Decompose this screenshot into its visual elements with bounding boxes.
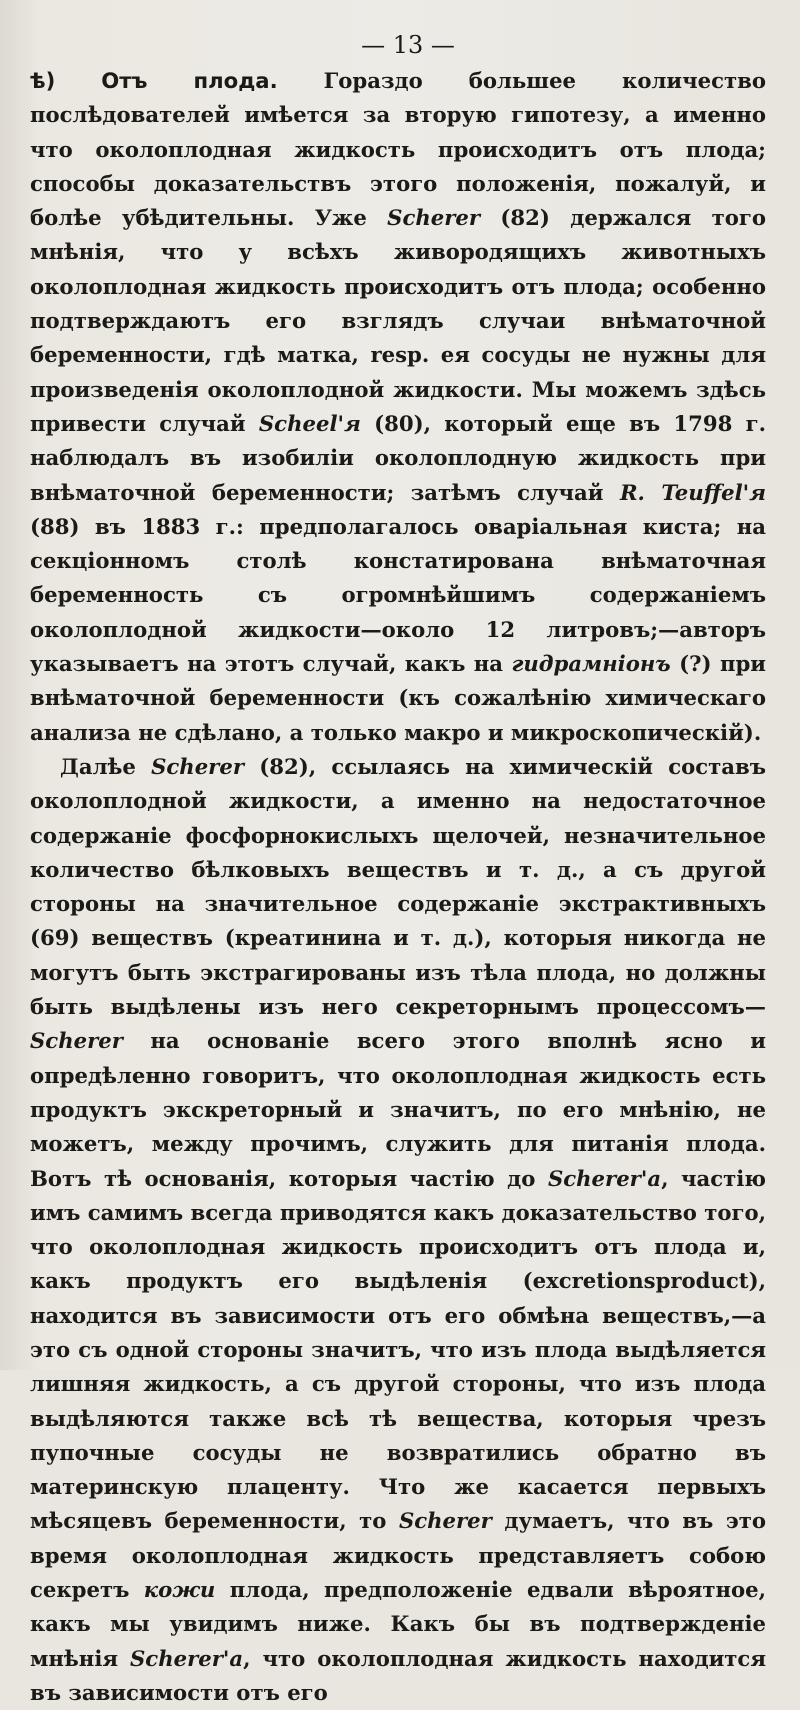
text-run: плода, предположеніе едвали вѣроятное, какъ мы увидимъ ниже. Какъ бы въ подтвержденіе мнѣнія [30, 1577, 766, 1671]
author-name: Scherer'a [547, 1165, 662, 1191]
page-number: — 13 — [361, 31, 455, 59]
text-run: (?) при внѣматочной беременности (къ сожалѣнію химическаго анализа не сдѣлано, а только макро и микроскопическій). [30, 651, 766, 745]
text-run: думаетъ, что въ это время околоплодная жидкость представляетъ собою секретъ [30, 1508, 766, 1603]
text-run: (80), который еще въ 1798 г. наблюдалъ въ изобиліи околоплодную жидкость при внѣматочной беременности; затѣмъ случай [30, 410, 766, 505]
text-run: на основаніе всего этого вполнѣ ясно и опредѣленно говоритъ, что околоплодная жидкость есть продуктъ экскреторный и значитъ, по его мнѣнію, не можетъ, между прочимъ, служить для питанія плода. Вотъ тѣ основанія, которыя частію до [30, 1028, 766, 1191]
text-run: Далѣе [60, 753, 152, 779]
author-name: R. Teuffel'я [619, 479, 767, 505]
author-name: Scheel'я [258, 410, 361, 436]
paragraph-2 [30, 750, 766, 1710]
author-name: Scherer [387, 205, 481, 231]
paragraph-1 [30, 64, 766, 750]
author-name: Scherer [398, 1508, 492, 1534]
author-name: Scherer'a [130, 1645, 244, 1671]
italic-term: кожи [143, 1577, 216, 1603]
text-run: , частію имъ самимъ всегда приводятся какъ доказательство того, что околоплодная жидкость происходитъ отъ плода и, какъ продуктъ его выдѣленія (excretionsproduct), находится въ зависимости отъ его обмѣна веществъ,—а это съ одной стороны значитъ, что изъ плода выдѣляется лишняя жидкость, а съ другой стороны, что изъ плода выдѣляются также всѣ тѣ вещества, которыя чрезъ пупочные сосуды не возвратились обратно въ материнскую плаценту. Что же касается первыхъ мѣсяцевъ беременности, то [30, 1165, 766, 1534]
text-run: Гораздо большее количество послѣдователей имѣется за вторую гипотезу, а именно что околоплодная жидкость происходитъ отъ плода; способы доказательствъ этого положенія, пожалуй, и болѣе убѣдительны. Уже [30, 68, 766, 231]
text-run: , что околоплодная жидкость находится въ зависимости отъ его [30, 1645, 766, 1705]
author-name: Scherer [30, 1028, 123, 1054]
author-name: Scherer [151, 753, 244, 779]
italic-term: гидрамніонъ [511, 651, 671, 677]
section-heading: ѣ) Отъ плода. [30, 68, 278, 93]
text-run: (88) въ 1883 г.: предполагалось оваріальная киста; на секціонномъ столѣ констатирована внѣматочная беременность съ огромнѣйшимъ содержаніемъ околоплодной жидкости—около 12 литровъ;—авторъ указываетъ на этотъ случай, какъ на [30, 513, 766, 677]
text-run: (82), ссылаясь на химическій составъ околоплодной жидкости, а именно на недостаточное содержаніе фосфорнокислыхъ щелочей, незначительное количество бѣлковыхъ веществъ и т. д., а съ другой стороны на значительное содержаніе экстрактивныхъ (69) веществъ (креатинина и т. д.), которыя никогда не могутъ быть экстрагированы изъ тѣла плода, но должны быть выдѣлены изъ него секреторнымъ процессомъ— [30, 753, 766, 1020]
text-run: (82) держался того мнѣнія, что у всѣхъ живородящихъ животныхъ околоплодная жидкость происходитъ отъ плода; особенно подтверждаютъ его взглядъ случаи внѣматочной беременности, гдѣ матка, resp. ея сосуды не нужны для произведенія околоплодной жидкости. Мы можемъ здѣсь привести случай [30, 205, 766, 436]
